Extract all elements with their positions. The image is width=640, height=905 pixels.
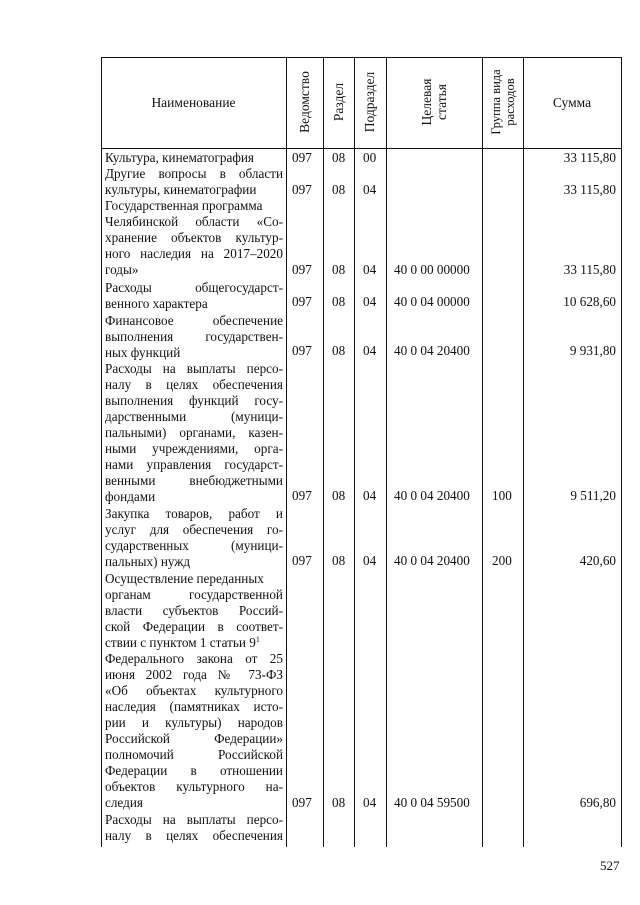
row-name-line: июня 2002 года № 73-ФЗ — [105, 667, 283, 682]
header-bottom-border — [101, 148, 622, 149]
row-name-line: ными учреждениями, орга- — [105, 441, 283, 456]
row-name-line: сударственных (муници- — [105, 538, 283, 553]
row-name-line: налу в целях обеспечения — [105, 828, 283, 843]
row-gruppa: 200 — [492, 553, 512, 568]
row-vedomstvo: 097 — [292, 795, 312, 810]
row-razdel: 08 — [332, 553, 346, 568]
row-podrazdel: 04 — [363, 182, 377, 197]
row-name-line: органам государственной — [105, 587, 283, 602]
row-vedomstvo: 097 — [292, 262, 312, 277]
row-name-line: годы» — [105, 262, 139, 277]
row-name-line: Осуществление переданных — [105, 571, 264, 586]
row-vedomstvo: 097 — [292, 150, 312, 165]
col-border-name — [286, 57, 287, 847]
row-razdel: 08 — [332, 795, 346, 810]
row-name-line: пальных) нужд — [105, 554, 191, 569]
row-vedomstvo: 097 — [292, 553, 312, 568]
header-vedomstvo: Ведомство — [297, 71, 312, 133]
header-celevaya — [419, 79, 449, 126]
row-name-line: нами управления государст- — [105, 457, 283, 472]
header-gruppa-line1: Группа вида — [489, 69, 503, 135]
table-top-border — [101, 57, 622, 58]
row-razdel: 08 — [332, 150, 346, 165]
row-name-line: Финансовое обеспечение — [105, 313, 283, 328]
row-name-line: Российской Федерации» — [105, 731, 283, 746]
row-name-line: Федерации в отношении — [105, 763, 283, 778]
row-name-line: культуры, кинематографии — [105, 182, 257, 197]
row-razdel: 08 — [332, 488, 346, 503]
row-name-line: Челябинской области «Со- — [105, 214, 283, 229]
header-celevaya-line1: Целевая — [419, 78, 434, 126]
row-name-line: пальными) органами, казен- — [105, 425, 283, 440]
row-name-line — [105, 635, 283, 651]
row-celevaya: 40 0 04 59500 — [394, 795, 470, 810]
row-name-line: ных функций — [105, 345, 181, 360]
row-summa: 33 115,80 — [563, 150, 616, 165]
row-vedomstvo: 097 — [292, 488, 312, 503]
row-name-line: хранение объектов культур- — [105, 230, 283, 245]
col-border-podrazdel — [386, 57, 387, 847]
col-border-gruppa — [523, 57, 524, 847]
row-name-line: Другие вопросы в области — [105, 166, 283, 181]
row-razdel: 08 — [332, 262, 346, 277]
row-name-line: объектов культурного на- — [105, 779, 283, 794]
row-podrazdel: 00 — [363, 150, 377, 165]
col-border-celevaya — [482, 57, 483, 847]
row-name-line: фондами — [105, 489, 156, 504]
row-vedomstvo: 097 — [292, 182, 312, 197]
row-name-text: ствии с пунктом 1 статьи 9 — [105, 635, 256, 650]
row-name-line: ской Федерации в соответ- — [105, 619, 283, 634]
row-podrazdel: 04 — [363, 795, 377, 810]
row-razdel: 08 — [332, 182, 346, 197]
col-border-right — [621, 57, 622, 847]
row-name-line: Государственная программа — [105, 198, 263, 213]
row-name-line: рии и культуры) народов — [105, 715, 283, 730]
row-celevaya: 40 0 00 00000 — [394, 262, 470, 277]
row-podrazdel: 04 — [363, 262, 377, 277]
row-summa: 420,60 — [579, 553, 616, 568]
row-vedomstvo: 097 — [292, 343, 312, 358]
row-razdel: 08 — [332, 343, 346, 358]
header-podrazdel: Подраздел — [362, 71, 377, 133]
page-number: 527 — [600, 858, 620, 873]
header-summa: Сумма — [552, 95, 592, 110]
row-summa: 9 931,80 — [569, 343, 616, 358]
row-podrazdel: 04 — [363, 488, 377, 503]
row-podrazdel: 04 — [363, 553, 377, 568]
header-gruppa — [489, 69, 517, 134]
footnote-superscript: 1 — [255, 635, 260, 644]
row-name-line: наследия (памятниках исто- — [105, 699, 283, 714]
header-name: Наименование — [151, 95, 236, 110]
row-gruppa: 100 — [492, 488, 512, 503]
col-border-razdel — [354, 57, 355, 847]
row-name-line: услуг для обеспечения го- — [105, 522, 283, 537]
row-name-line: выполнения функций госу- — [105, 393, 283, 408]
row-summa: 33 115,80 — [563, 262, 616, 277]
row-summa: 696,80 — [579, 795, 616, 810]
row-summa: 9 511,20 — [570, 488, 616, 503]
row-name-line: налу в целях обеспечения — [105, 377, 283, 392]
header-razdel: Раздел — [331, 82, 346, 122]
row-podrazdel: 04 — [363, 294, 377, 309]
row-name-line: венного характера — [105, 296, 208, 311]
row-name-line: Расходы на выплаты персо- — [105, 361, 283, 376]
row-name-line: следия — [105, 795, 143, 810]
row-name-line: полномочий Российской — [105, 747, 283, 762]
row-name-line: Расходы на выплаты персо- — [105, 812, 283, 827]
row-celevaya: 40 0 04 20400 — [394, 488, 470, 503]
row-summa: 33 115,80 — [563, 182, 616, 197]
row-celevaya: 40 0 04 00000 — [394, 294, 470, 309]
row-name-line: Культура, кинематография — [105, 150, 254, 165]
col-border-vedomstvo — [323, 57, 324, 847]
row-name-line: выполнения государствен- — [105, 329, 283, 344]
row-name-line: ного наследия на 2017–2020 — [105, 246, 283, 261]
row-name-line: «Об объектах культурного — [105, 683, 283, 698]
row-celevaya: 40 0 04 20400 — [394, 553, 470, 568]
row-name-line: власти субъектов Россий- — [105, 603, 283, 618]
header-celevaya-line2: статья — [434, 84, 449, 120]
row-razdel: 08 — [332, 294, 346, 309]
row-name-line: дарственными (муници- — [105, 409, 283, 424]
header-gruppa-line2: расходов — [503, 78, 517, 126]
row-vedomstvo: 097 — [292, 294, 312, 309]
row-podrazdel: 04 — [363, 343, 377, 358]
col-border-left — [101, 57, 102, 847]
row-celevaya: 40 0 04 20400 — [394, 343, 470, 358]
row-summa: 10 628,60 — [563, 294, 616, 309]
row-name-line: венными внебюджетными — [105, 473, 283, 488]
row-name-line: Федерального закона от 25 — [105, 651, 283, 666]
row-name-line: Расходы общегосударст- — [105, 280, 283, 295]
row-name-line: Закупка товаров, работ и — [105, 506, 283, 521]
